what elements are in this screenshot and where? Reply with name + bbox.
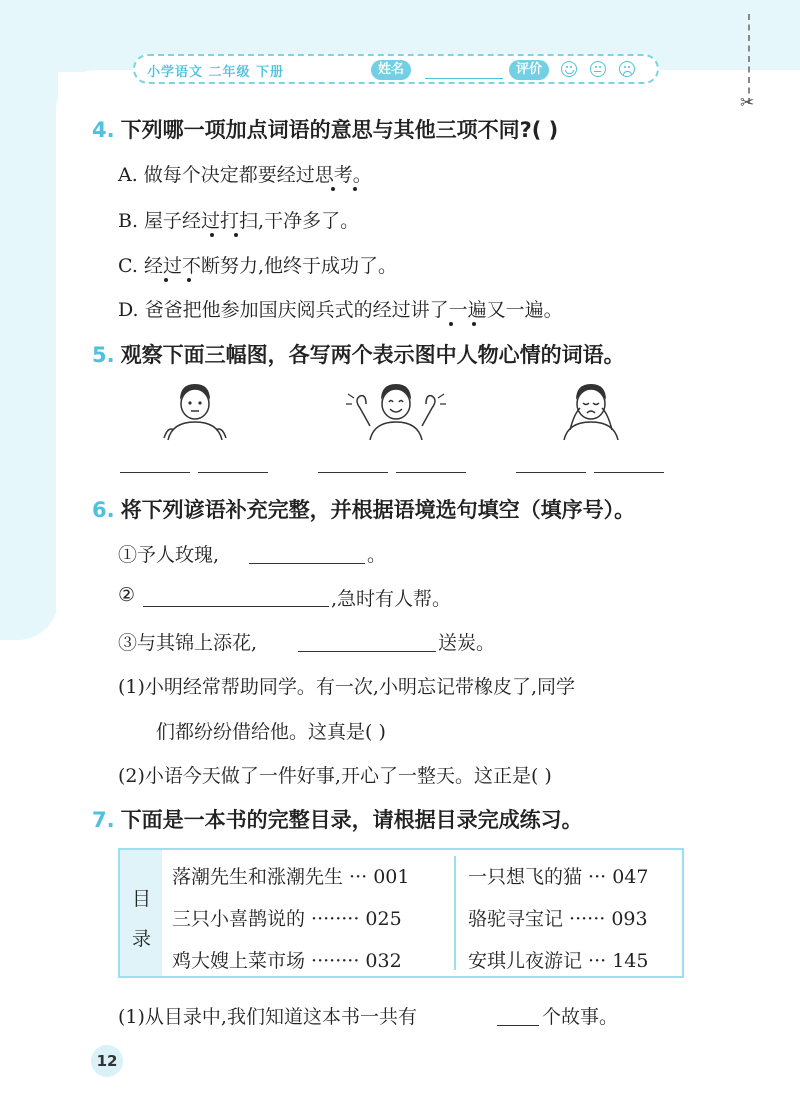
proverb-3-start: ③与其锦上添花,	[118, 632, 258, 654]
evaluation-label: 评价	[509, 60, 549, 80]
proverb-1-blank[interactable]	[249, 563, 365, 564]
question-4-text: 下列哪一项加点词语的意思与其他三项不同?( )	[120, 118, 559, 142]
cut-line	[748, 14, 750, 104]
toc-divider	[454, 856, 456, 970]
neutral-face-icon[interactable]	[590, 61, 606, 77]
sad-face-icon[interactable]	[619, 61, 635, 77]
answer-blank[interactable]	[198, 472, 268, 473]
question-5-text: 观察下面三幅图，各写两个表示图中人物心情的词语。	[120, 343, 625, 367]
sentence-2: (2)小语今天做了一件好事,开心了一整天。这正是( )	[118, 765, 552, 787]
question-6-text: 将下列谚语补充完整，并根据语境选句填空（填序号）。	[120, 498, 636, 522]
table-of-contents	[118, 848, 684, 978]
answer-blank[interactable]	[318, 472, 388, 473]
question-6: 6. 将下列谚语补充完整，并根据语境选句填空（填序号）。	[92, 498, 636, 522]
toc-title-char-1: 目	[132, 888, 152, 910]
story-count-blank[interactable]	[497, 1025, 539, 1026]
proverb-1-end: 。	[367, 544, 387, 566]
emphasis-dot	[331, 187, 335, 191]
proverb-1-start: ①予人玫瑰,	[118, 544, 220, 566]
proverb-3-blank[interactable]	[298, 651, 436, 652]
scissors-icon: ✂	[740, 93, 755, 113]
toc-entry: 一只想飞的猫 ··· 047	[468, 866, 649, 888]
question-5: 5. 观察下面三幅图，各写两个表示图中人物心情的词语。	[92, 343, 625, 367]
option-a: A. 做每个决定都要经过思考。	[118, 164, 372, 186]
answer-blank[interactable]	[120, 472, 190, 473]
answer-blank[interactable]	[516, 472, 586, 473]
subject-label: 小学语文 二年级 下册	[147, 65, 285, 80]
toc-title-char-2: 录	[132, 928, 152, 950]
toc-entry: 三只小喜鹊说的 ········ 025	[172, 908, 402, 930]
happy-boy-picture	[340, 378, 452, 444]
toc-entry: 安琪儿夜游记 ··· 145	[468, 950, 649, 972]
question-7-text: 下面是一本书的完整目录，请根据目录完成练习。	[120, 808, 583, 832]
toc-entry: 落潮先生和涨潮先生 ··· 001	[172, 866, 410, 888]
happy-face-icon[interactable]	[561, 61, 577, 77]
emphasis-dot	[210, 233, 214, 237]
sentence-1-line-1: (1)小明经常帮助同学。有一次,小明忘记带橡皮了,同学	[118, 676, 575, 698]
option-b: B. 屋子经过打扫,干净多了。	[118, 210, 360, 232]
question-7: 7. 下面是一本书的完整目录，请根据目录完成练习。	[92, 808, 583, 832]
emphasis-dot	[353, 187, 357, 191]
option-c: C. 经过不断努力,他终于成功了。	[118, 255, 397, 277]
emphasis-dot	[449, 322, 453, 326]
proverb-3-end: 送炭。	[438, 632, 496, 654]
emphasis-dot	[164, 278, 168, 282]
sentence-1-line-2: 们都纷纷借给他。这真是( )	[156, 721, 386, 743]
name-field[interactable]	[425, 78, 503, 79]
answer-blank[interactable]	[594, 472, 664, 473]
page-number: 12	[91, 1045, 123, 1077]
toc-entry: 鸡大嫂上菜市场 ········ 032	[172, 950, 402, 972]
toc-side-panel	[120, 850, 162, 976]
subquestion-1-start: (1)从目录中,我们知道这本书一共有	[118, 1006, 417, 1028]
emphasis-dot	[187, 278, 191, 282]
worksheet-header	[133, 54, 659, 84]
proverb-2-end: ,急时有人帮。	[331, 588, 452, 610]
emphasis-dot	[472, 322, 476, 326]
proverb-2-start: ②	[118, 584, 136, 606]
calm-boy-picture	[160, 378, 230, 444]
question-4: 4. 下列哪一项加点词语的意思与其他三项不同?( )	[92, 118, 559, 142]
sad-boy-picture	[556, 378, 626, 444]
toc-entry: 骆驼寻宝记 ······ 093	[468, 908, 648, 930]
left-band	[0, 0, 58, 640]
subquestion-1-end: 个故事。	[542, 1006, 619, 1028]
name-label: 姓名	[371, 60, 411, 80]
answer-blank[interactable]	[396, 472, 466, 473]
emphasis-dot	[234, 233, 238, 237]
option-d: D. 爸爸把他参加国庆阅兵式的经过讲了一遍又一遍。	[118, 299, 563, 321]
proverb-2-blank[interactable]	[143, 606, 329, 607]
